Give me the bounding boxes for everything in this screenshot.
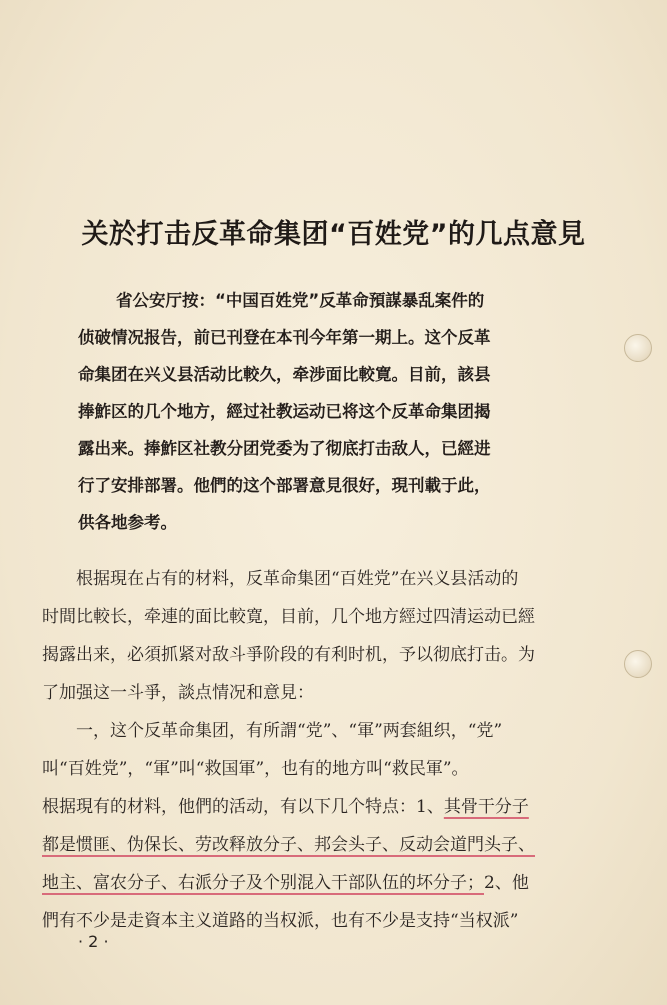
binder-hole-bottom <box>624 650 652 678</box>
body-line: 了加强这一斗爭，談点情况和意見： <box>42 683 314 703</box>
page-number: · 2 · <box>78 932 109 951</box>
body-line: 根据現有的材料，他們的活动，有以下几个特点：1、其骨干分子 <box>42 797 529 817</box>
editor-note-line: 行了安排部署。他們的这个部署意見很好，現刊載于此， <box>78 476 491 495</box>
body-line: 地主、富农分子、右派分子及个别混入干部队伍的坏分子；2、他 <box>42 873 529 893</box>
editor-note-line: 露出来。捧鮓区社教分团党委为了彻底打击敌人，已經进 <box>78 439 491 458</box>
body-line-underlined: 都是惯匪、伪保长、劳改释放分子、邦会头子、反动会道門头子、 <box>42 835 535 855</box>
editor-note-line: 命集团在兴义县活动比較久，牵涉面比較寛。目前，該县 <box>78 365 491 384</box>
body-line: 們有不少是走資本主义道路的当权派，也有不少是支持“当权派” <box>42 911 519 931</box>
underlined-text: 地主、富农分子、右派分子及个别混入干部队伍的坏分子； <box>42 873 484 893</box>
document-title: 关於打击反革命集团“百姓党”的几点意見 <box>81 219 586 250</box>
editor-note-line: 供各地参考。 <box>78 513 177 532</box>
underlined-text: 其骨干分子 <box>443 797 529 817</box>
editor-note-line: 省公安厅按：“中国百姓党”反革命預謀暴乱案件的 <box>116 291 485 310</box>
body-line: 根据現在占有的材料，反革命集团“百姓党”在兴义县活动的 <box>76 569 519 589</box>
document-body <box>42 560 590 940</box>
body-line: 揭露出来，必須抓紧对敌斗爭阶段的有利时机，予以彻底打击。为 <box>42 645 535 665</box>
editor-note-line: 捧鮓区的几个地方，經过社教运动已将这个反革命集团揭 <box>78 402 491 421</box>
editor-note-line: 侦破情况报告，前已刊登在本刊今年第一期上。这个反革 <box>78 328 491 347</box>
body-line: 一，这个反革命集团，有所謂“党”、“軍”两套組织，“党” <box>76 721 503 741</box>
body-line: 时間比較长，牵連的面比較寛，目前，几个地方經过四清运动已經 <box>42 607 535 627</box>
body-line: 叫“百姓党”，“軍”叫“救国軍”，也有的地方叫“救民軍”。 <box>42 759 469 779</box>
editor-note <box>78 282 558 541</box>
binder-hole-top <box>624 334 652 362</box>
